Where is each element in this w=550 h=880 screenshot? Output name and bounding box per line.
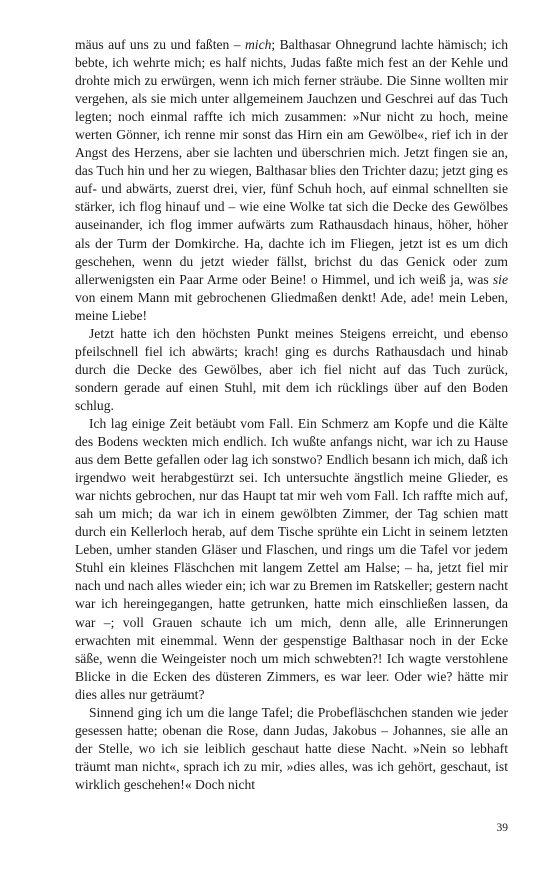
body-text [75, 36, 508, 794]
page-number: 39 [496, 822, 508, 834]
paragraph-text: mäus auf uns zu und faßten – [75, 37, 245, 52]
paragraph [75, 36, 508, 325]
paragraph-text: Sinnend ging ich um die lange Tafel; die Probefläschchen standen wie jeder gesessen hatte; obenan die Rose, dann Judas, Jakobus – Johannes, sie alle an der Stelle, wo ich sie leiblich geschaut hatte diese Nacht. »Nein so lebhaft träumt man nicht«, sprach ich zu mir, »dies alles, was ich gehört, geschaut, ist wirklich geschehen!« Doch nicht [75, 704, 508, 792]
paragraph [75, 325, 508, 415]
emphasis-text: sie [492, 271, 508, 287]
emphasis-text: mich [244, 37, 272, 52]
paragraph-text: ; Balthasar Ohnegrund lachte hämisch; ich bebte, ich wehrte mich; es half nichts, Judas faßte mich fest an der Kehle und drohte mich zu erwürgen, wenn ich mich ferner sträube. Die Sinne wollten mir vergehen, als sie mich unter allgemeinem Jauchzen und Geschrei auf das Tuch legten; noch einmal raffte ich mich zusammen: »Nur nicht zu hoch, meine werten Gönner, ich renne mir sonst das Hirn ein am Gewölbe«, rief ich in der Angst des Herzens, aber sie lachten und überschrien mich. Jetzt fingen sie an, das Tuch hin und her zu wiegen, Balthasar blies den Trichter dazu; jetzt ging es auf- und abwärts, zuerst drei, vier, fünf Schuh hoch, auf einmal schnellten sie stärker, ich flog hinauf und – wie eine Wolke tat sich die Decke des Gewölbes auseinander, ich flog immer aufwärts zum Rathausdach hinaus, höher, höher als der Turm der Domkirche. Ha, dachte ich im Fliegen, jetzt ist es um dich geschehen, wenn du jetzt wieder fällst, brichst du das Genick oder zum allerwenigsten ein Paar Arme oder Beine! o Himmel, und ich weiß ja, was [75, 37, 508, 287]
paragraph [75, 415, 508, 704]
paragraph [75, 704, 508, 794]
paragraph-text: Ich lag einige Zeit betäubt vom Fall. Ein Schmerz am Kopfe und die Kälte des Bodens weckten mich endlich. Ich wußte anfangs nicht, war ich zu Hause aus dem Bette gefallen oder lag ich sonstwo? Endlich besann ich mich, daß ich irgendwo weit herabgestürzt sei. Ich untersuchte ängstlich meine Glieder, es war nichts gebrochen, nur das Haupt tat mir weh vom Fall. Ich raffte mich auf, sah um mich; da war ich in einem gewölbten Zimmer, der Tag schien matt durch ein Kellerloch herab, auf dem Tische sprühte ein Licht in seinem letzten Leben, umher standen Gläser und Flaschen, und rings um die Tafel vor jedem Stuhl ein kleines Fläschchen mit langem Zettel am Halse; – ha, jetzt fiel mir nach und nach alles wieder ein; ich war zu Bremen im Ratskeller; gestern nacht war ich hereingegangen, hatte getrunken, hatte mich einschließen lassen, da war –; voll Grauen schaute ich um mich, denn alle, alle Erinnerungen erwachten mit einemmal. Wenn der gespenstige Balthasar noch in der Ecke säße, wenn die Weingeister noch um mich schwebten?! Ich wagte verstohlene Blicke in die Ecken des düsteren Zimmers, es war leer. Oder wie? hätte mir dies alles nur geträumt? [75, 415, 508, 702]
paragraph-text: Jetzt hatte ich den höchsten Punkt meines Steigens erreicht, und ebenso pfeilschnell fiel ich abwärts; krach! ging es durchs Rathausdach und hinab durch die Decke des Gewölbes, aber ich fiel nicht auf das Tuch zurück, sondern gerade auf einen Stuhl, mit dem ich rücklings über auf den Boden schlug. [75, 325, 508, 413]
paragraph-text: von einem Mann mit gebrochenen Gliedmaßen denkt! Ade, ade! mein Leben, meine Liebe! [75, 289, 508, 323]
